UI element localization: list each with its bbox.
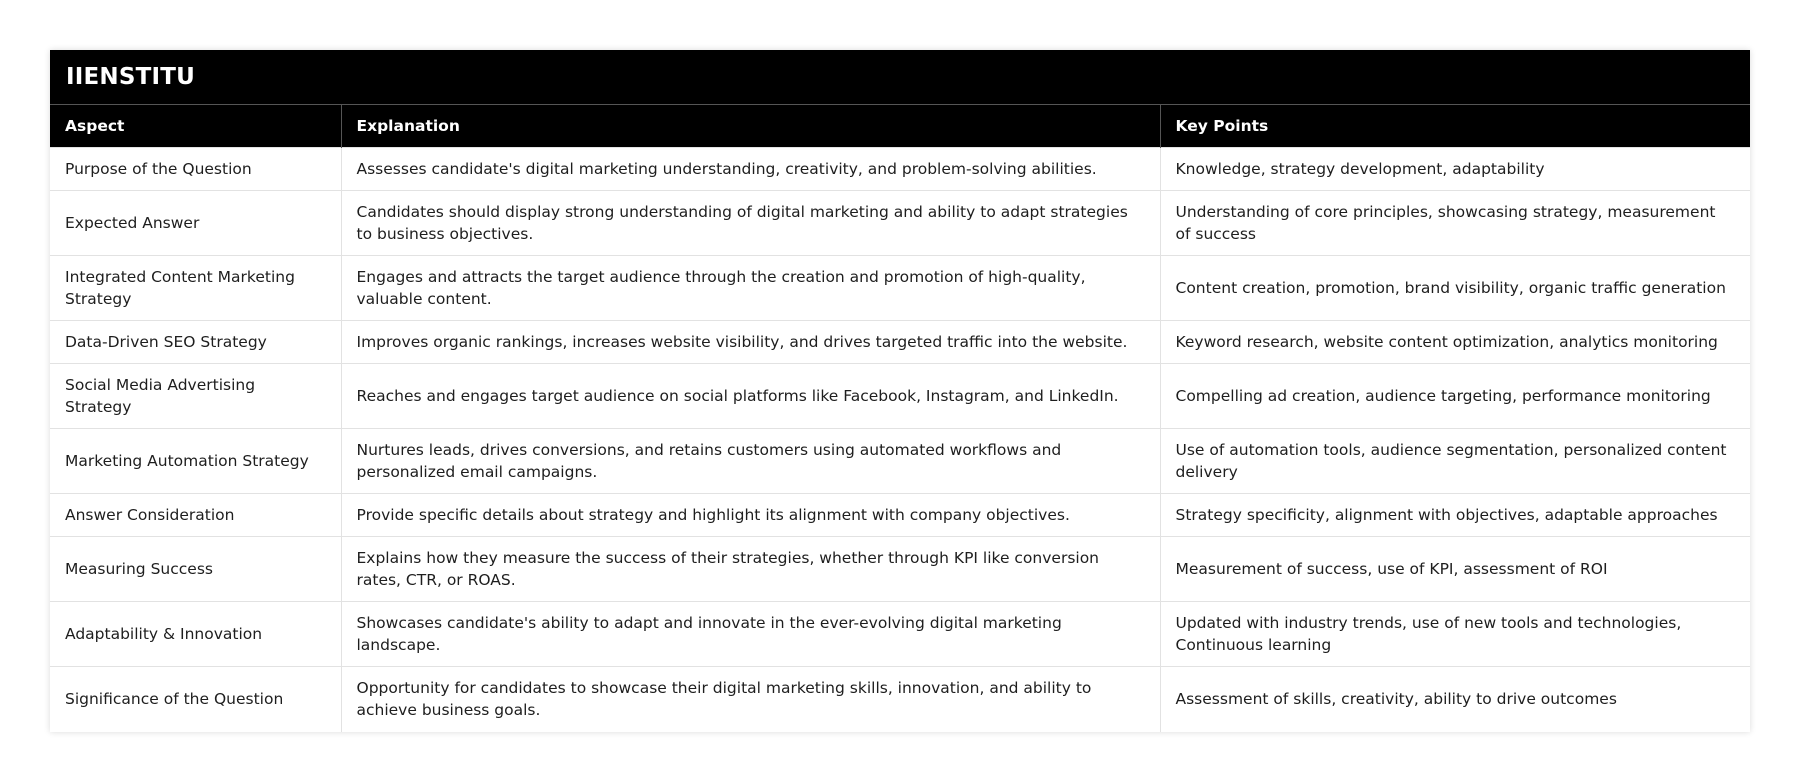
column-header-aspect: Aspect: [50, 105, 341, 148]
table-row: [50, 537, 1750, 602]
explanation-cell: Provide specific details about strategy and highlight its alignment with company objectives.: [341, 494, 1160, 537]
key-points-cell: Measurement of success, use of KPI, assessment of ROI: [1160, 537, 1750, 602]
content-table-container: [50, 50, 1750, 732]
table-row: [50, 602, 1750, 667]
table-row: [50, 429, 1750, 494]
key-points-cell: Understanding of core principles, showcasing strategy, measurement of success: [1160, 191, 1750, 256]
aspect-cell: Marketing Automation Strategy: [50, 429, 341, 494]
explanation-cell: Showcases candidate's ability to adapt and innovate in the ever-evolving digital marketing landscape.: [341, 602, 1160, 667]
aspect-cell: Adaptability & Innovation: [50, 602, 341, 667]
table-row: [50, 256, 1750, 321]
key-points-cell: Strategy specificity, alignment with objectives, adaptable approaches: [1160, 494, 1750, 537]
table-row: [50, 321, 1750, 364]
explanation-cell: Opportunity for candidates to showcase their digital marketing skills, innovation, and ability to achieve business goals.: [341, 667, 1160, 732]
table-row: [50, 191, 1750, 256]
explanation-cell: Explains how they measure the success of their strategies, whether through KPI like conversion rates, CTR, or ROAS.: [341, 537, 1160, 602]
aspect-cell: Integrated Content Marketing Strategy: [50, 256, 341, 321]
explanation-cell: Nurtures leads, drives conversions, and retains customers using automated workflows and personalized email campaigns.: [341, 429, 1160, 494]
aspect-cell: Purpose of the Question: [50, 148, 341, 191]
key-points-cell: Updated with industry trends, use of new tools and technologies, Continuous learning: [1160, 602, 1750, 667]
key-points-cell: Knowledge, strategy development, adaptability: [1160, 148, 1750, 191]
aspects-table: [50, 104, 1750, 732]
aspect-cell: Social Media Advertising Strategy: [50, 364, 341, 429]
brand-title: IIENSTITU: [50, 50, 1750, 104]
table-row: [50, 494, 1750, 537]
key-points-cell: Content creation, promotion, brand visibility, organic traffic generation: [1160, 256, 1750, 321]
explanation-cell: Improves organic rankings, increases website visibility, and drives targeted traffic into the website.: [341, 321, 1160, 364]
aspect-cell: Expected Answer: [50, 191, 341, 256]
column-header-explanation: Explanation: [341, 105, 1160, 148]
key-points-cell: Keyword research, website content optimization, analytics monitoring: [1160, 321, 1750, 364]
aspect-cell: Answer Consideration: [50, 494, 341, 537]
table-header-row: [50, 105, 1750, 148]
key-points-cell: Assessment of skills, creativity, ability to drive outcomes: [1160, 667, 1750, 732]
column-header-key-points: Key Points: [1160, 105, 1750, 148]
table-row: [50, 667, 1750, 732]
aspect-cell: Measuring Success: [50, 537, 341, 602]
explanation-cell: Assesses candidate's digital marketing understanding, creativity, and problem-solving abilities.: [341, 148, 1160, 191]
explanation-cell: Reaches and engages target audience on social platforms like Facebook, Instagram, and LinkedIn.: [341, 364, 1160, 429]
aspect-cell: Data-Driven SEO Strategy: [50, 321, 341, 364]
explanation-cell: Candidates should display strong understanding of digital marketing and ability to adapt strategies to business objectives.: [341, 191, 1160, 256]
key-points-cell: Use of automation tools, audience segmentation, personalized content delivery: [1160, 429, 1750, 494]
aspect-cell: Significance of the Question: [50, 667, 341, 732]
explanation-cell: Engages and attracts the target audience through the creation and promotion of high-quality, valuable content.: [341, 256, 1160, 321]
table-row: [50, 148, 1750, 191]
key-points-cell: Compelling ad creation, audience targeting, performance monitoring: [1160, 364, 1750, 429]
table-row: [50, 364, 1750, 429]
